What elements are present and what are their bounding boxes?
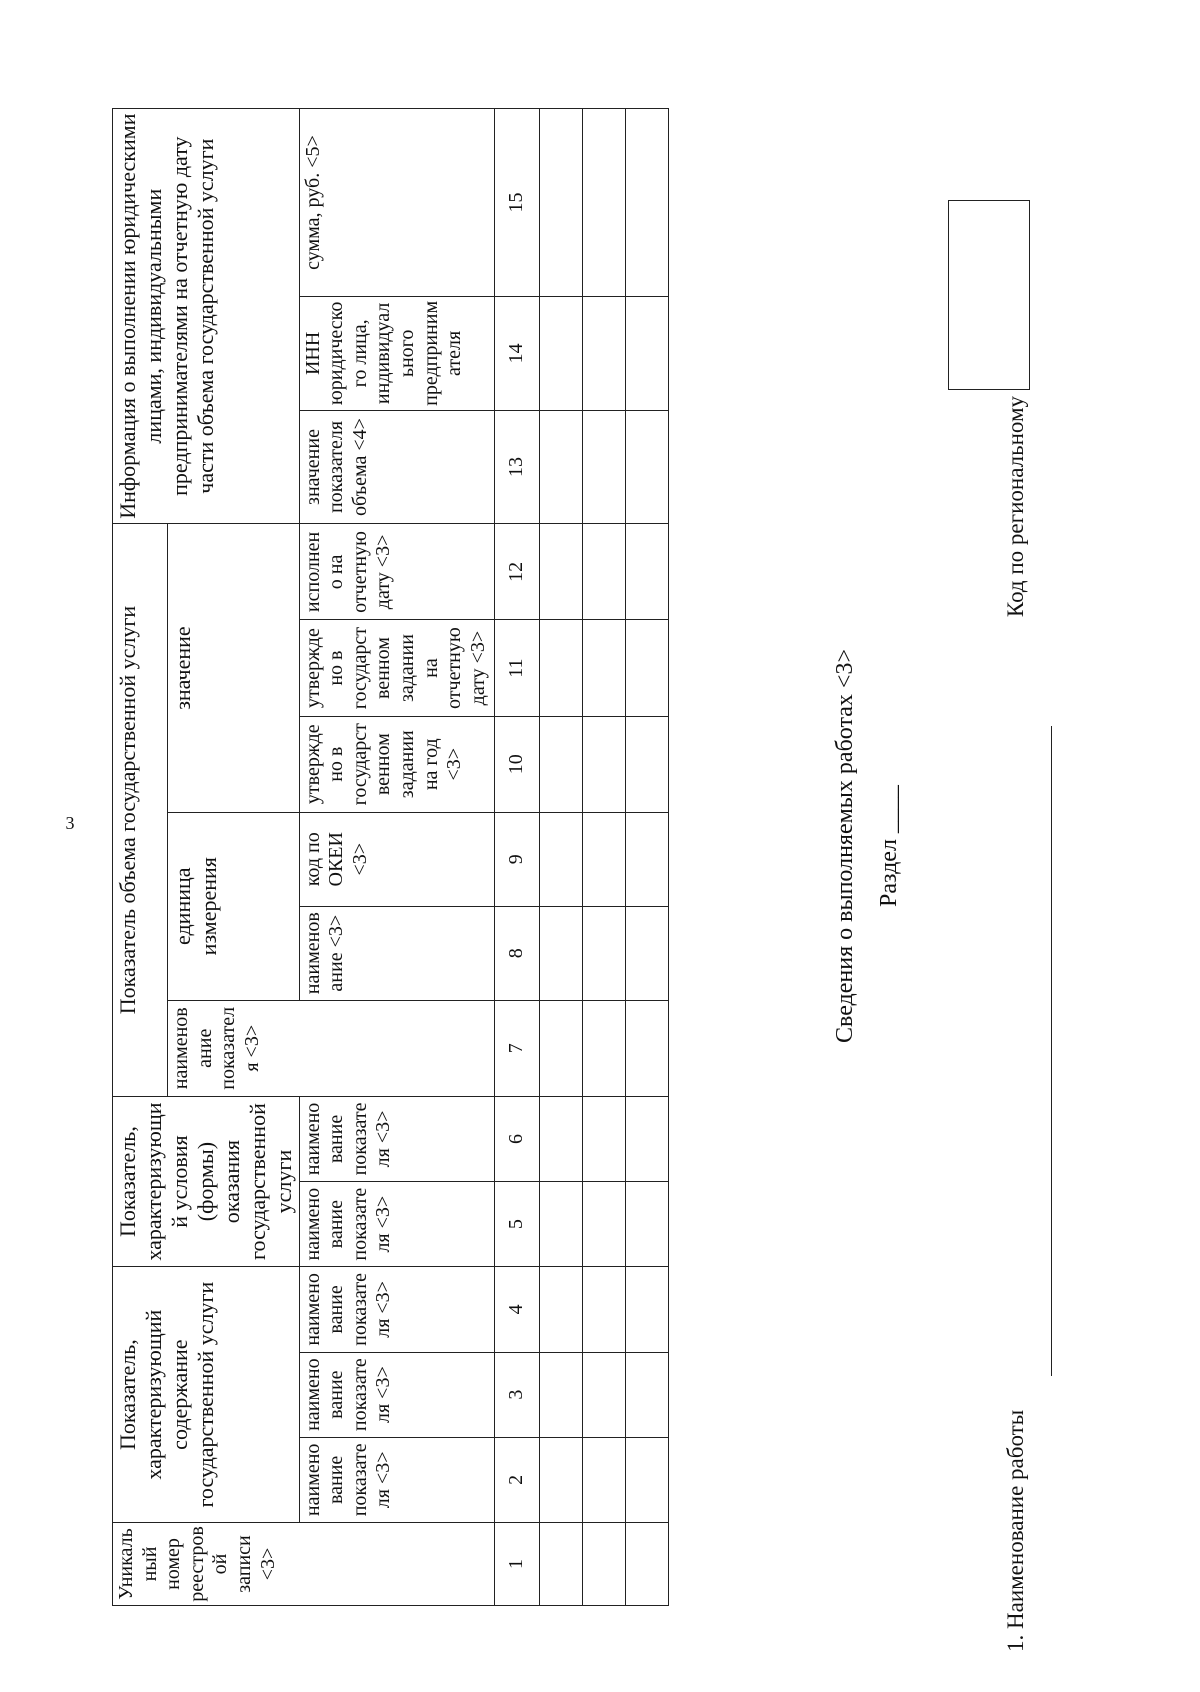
column-number: 11 — [494, 620, 539, 716]
table-cell[interactable] — [539, 1000, 582, 1096]
header-conditions-group: Показатель, характеризующий условия (формы) оказания государственной услуги — [113, 1096, 300, 1266]
code-box[interactable] — [948, 200, 1030, 390]
code-label: Код по региональному — [1003, 396, 1028, 618]
table-cell[interactable] — [539, 1352, 582, 1437]
column-number: 9 — [494, 812, 539, 906]
header-executed-date: исполнено на отчетную дату <3> — [299, 524, 494, 620]
table-cell[interactable] — [625, 524, 668, 620]
table-cell[interactable] — [625, 620, 668, 716]
header-inn: ИНН юридического лица, индивидуального предпринимателя — [299, 297, 494, 411]
table-cell[interactable] — [625, 297, 668, 411]
header-unit-name: наименование <3> — [299, 906, 494, 1000]
table-cell[interactable] — [625, 906, 668, 1000]
table-cell[interactable] — [625, 1267, 668, 1352]
table-row — [539, 109, 582, 1606]
table-cell[interactable] — [539, 716, 582, 812]
column-number: 13 — [494, 410, 539, 524]
table-cell[interactable] — [539, 524, 582, 620]
table-cell[interactable] — [625, 410, 668, 524]
table-row — [625, 109, 668, 1606]
header-sum: сумма, руб. <5> — [299, 109, 494, 297]
column-number: 12 — [494, 524, 539, 620]
header-approved-date: утверждено в государственном задании на отчетную дату <3> — [299, 620, 494, 716]
table-cell[interactable] — [625, 1352, 668, 1437]
work-name-field[interactable] — [1051, 726, 1052, 1376]
work-name-label: 1. Наименование работы — [1003, 1409, 1028, 1652]
table-cell[interactable] — [539, 1437, 582, 1522]
header-legal-group: Информация о выполнении юридическими лицами, индивидуальными предпринимателями на отчетную дату части объема государственной услуги — [113, 109, 300, 524]
column-number: 10 — [494, 716, 539, 812]
table-cell[interactable] — [539, 1522, 582, 1605]
header-conditions-name-2: наименование показателя <3> — [299, 1096, 494, 1181]
header-approved-year: утверждено в государственном задании на год <3> — [299, 716, 494, 812]
table-cell[interactable] — [582, 1437, 625, 1522]
table-cell[interactable] — [539, 297, 582, 411]
table-cell[interactable] — [582, 716, 625, 812]
column-number: 8 — [494, 906, 539, 1000]
header-volume-value: значение показателя объема <4> — [299, 410, 494, 524]
table-cell[interactable] — [539, 620, 582, 716]
table-cell[interactable] — [539, 109, 582, 297]
table-cell[interactable] — [582, 1267, 625, 1352]
column-number: 5 — [494, 1182, 539, 1267]
page-number: 3 — [65, 813, 75, 833]
table-cell[interactable] — [582, 906, 625, 1000]
table-cell[interactable] — [625, 1096, 668, 1181]
header-volume-group: Показатель объема государственной услуги — [113, 524, 168, 1097]
column-number: 15 — [494, 109, 539, 297]
table-cell[interactable] — [582, 524, 625, 620]
column-number: 7 — [494, 1000, 539, 1096]
report-table — [112, 108, 669, 1606]
table-cell[interactable] — [539, 812, 582, 906]
table-cell[interactable] — [582, 297, 625, 411]
table-cell[interactable] — [625, 109, 668, 297]
table-cell[interactable] — [625, 1437, 668, 1522]
table-cell[interactable] — [539, 1267, 582, 1352]
section-title: Сведения о выполняемых работах <3> — [832, 649, 858, 1043]
header-okei-code: код по ОКЕИ <3> — [299, 812, 494, 906]
column-number: 1 — [494, 1522, 539, 1605]
table-cell[interactable] — [625, 1522, 668, 1605]
table-cell[interactable] — [582, 1000, 625, 1096]
table-cell[interactable] — [625, 1182, 668, 1267]
table-row — [582, 109, 625, 1606]
table-cell[interactable] — [582, 1096, 625, 1181]
column-number: 4 — [494, 1267, 539, 1352]
table-cell[interactable] — [625, 1000, 668, 1096]
table-cell[interactable] — [582, 620, 625, 716]
table-cell[interactable] — [582, 1182, 625, 1267]
section-razdel: Раздел ____ — [876, 785, 902, 907]
table-cell[interactable] — [539, 906, 582, 1000]
table-cell[interactable] — [582, 109, 625, 297]
table-cell[interactable] — [582, 1522, 625, 1605]
header-unique-number: Уникальный номер реестровой записи <3> — [113, 1522, 495, 1605]
header-volume-indicator-name: наименование показателя <3> — [168, 1000, 495, 1096]
table-cell[interactable] — [539, 1182, 582, 1267]
column-number: 6 — [494, 1096, 539, 1181]
table-cell[interactable] — [625, 812, 668, 906]
header-content-group: Показатель, характеризующий содержание государственной услуги — [113, 1267, 300, 1523]
header-value: значение — [168, 524, 300, 812]
header-content-name-1: наименование показателя <3> — [299, 1437, 494, 1522]
table-cell[interactable] — [582, 812, 625, 906]
table-cell[interactable] — [625, 716, 668, 812]
column-number: 14 — [494, 297, 539, 411]
table-cell[interactable] — [539, 410, 582, 524]
header-conditions-name-1: наименование показателя <3> — [299, 1182, 494, 1267]
header-content-name-3: наименование показателя <3> — [299, 1267, 494, 1352]
table-cell[interactable] — [582, 1352, 625, 1437]
header-content-name-2: наименование показателя <3> — [299, 1352, 494, 1437]
header-unit: единица измерения — [168, 812, 300, 1000]
column-numbers-row — [494, 109, 539, 1606]
column-number: 2 — [494, 1437, 539, 1522]
table-cell[interactable] — [582, 410, 625, 524]
column-number: 3 — [494, 1352, 539, 1437]
table-cell[interactable] — [539, 1096, 582, 1181]
